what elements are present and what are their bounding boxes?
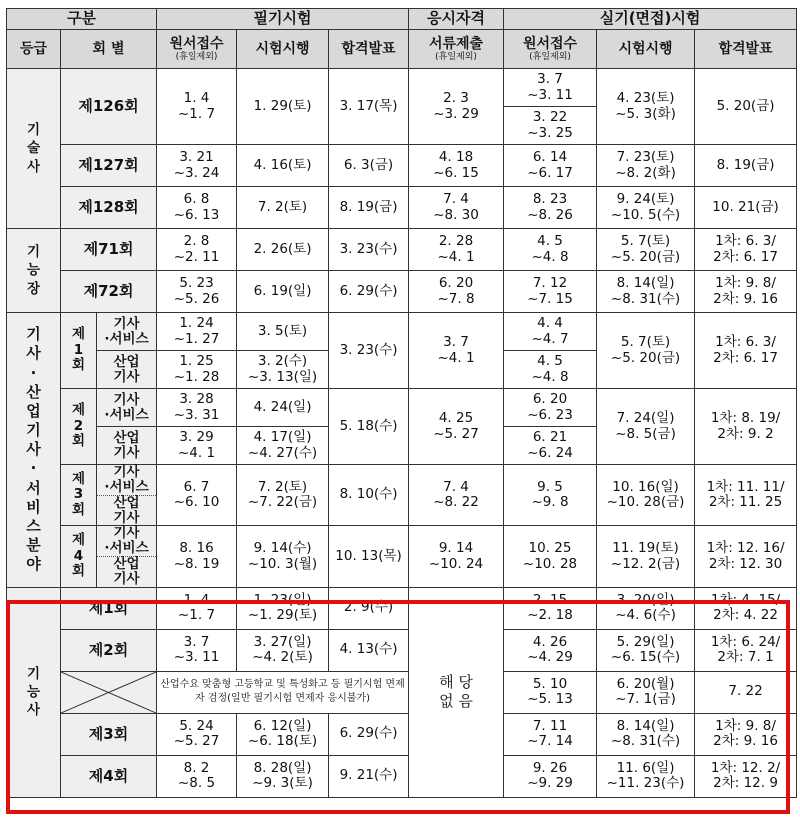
cross-mark-icon	[61, 672, 156, 713]
cell: 4. 25 ~5. 27	[409, 389, 504, 465]
cell: 3. 23(수)	[329, 229, 409, 271]
cell: 9. 5 ~9. 8	[504, 465, 597, 526]
round-label: 제 2 회	[61, 389, 97, 465]
cell: 2. 26(토)	[237, 229, 329, 271]
cell: 6. 3(금)	[329, 145, 409, 187]
cell: 10. 21(금)	[695, 187, 797, 229]
cell: 1. 25 ~1. 28	[157, 351, 237, 389]
cell: 9. 21(수)	[329, 755, 409, 797]
cell: 6. 14 ~6. 17	[504, 145, 597, 187]
cell: 8. 23 ~8. 26	[504, 187, 597, 229]
cell: 7. 12 ~7. 15	[504, 271, 597, 313]
group-label: 기 능 사	[7, 587, 61, 797]
cell: 8. 19(금)	[695, 145, 797, 187]
cell: 7. 24(일) ~8. 5(금)	[597, 389, 695, 465]
cell: 3. 5(토)	[237, 313, 329, 351]
cell: 7. 23(토) ~8. 2(화)	[597, 145, 695, 187]
round-label: 제2회	[61, 629, 157, 671]
sub-label-pair: 기사 ·서비스 산업 기사	[97, 526, 157, 587]
cell: 1. 4 ~1. 7	[157, 69, 237, 145]
cell: 1. 29(토)	[237, 69, 329, 145]
cell: 6. 29(수)	[329, 271, 409, 313]
header-round: 회 별	[61, 30, 157, 69]
cell: 7. 2(토)	[237, 187, 329, 229]
cell: 1차: 6. 3/ 2차: 6. 17	[695, 313, 797, 389]
cell: 1. 24 ~1. 27	[157, 313, 237, 351]
cell: 1. 23(일) ~1. 29(토)	[237, 587, 329, 629]
cell: 5. 24 ~5. 27	[157, 713, 237, 755]
cell: 4. 13(수)	[329, 629, 409, 671]
cell: 3. 2(수) ~3. 13(일)	[237, 351, 329, 389]
group-label: 기 사 · 산 업 기 사 · 서 비 스 분 야	[7, 313, 61, 588]
round-label: 제1회	[61, 587, 157, 629]
header-written-exam: 필기시험	[157, 9, 409, 30]
not-applicable: 해 당 없 음	[409, 587, 504, 797]
cell: 3. 28 ~3. 31	[157, 389, 237, 427]
cell: 5. 18(수)	[329, 389, 409, 465]
cell: 11. 19(토) ~12. 2(금)	[597, 526, 695, 587]
header-gubun: 구분	[7, 9, 157, 30]
sub-label: 기사 ·서비스	[97, 389, 157, 427]
cell: 1차: 8. 19/ 2차: 9. 2	[695, 389, 797, 465]
header-written-result: 합격발표	[329, 30, 409, 69]
cell: 3. 23(수)	[329, 313, 409, 389]
header-qualification: 응시자격	[409, 9, 504, 30]
round-label: 제128회	[61, 187, 157, 229]
round-label: 제3회	[61, 713, 157, 755]
cell: 8. 2 ~8. 5	[157, 755, 237, 797]
cell: 5. 29(일) ~6. 15(수)	[597, 629, 695, 671]
group-label: 기 술 사	[7, 69, 61, 229]
cell: 7. 4 ~8. 30	[409, 187, 504, 229]
cell: 1차: 9. 8/ 2차: 9. 16	[695, 713, 797, 755]
cell: 4. 26 ~4. 29	[504, 629, 597, 671]
cell: 8. 14(일) ~8. 31(수)	[597, 713, 695, 755]
cell: 5. 20(금)	[695, 69, 797, 145]
cell: 7. 22	[695, 671, 797, 713]
cell: 8. 28(일) ~9. 3(토)	[237, 755, 329, 797]
cell: 4. 18 ~6. 15	[409, 145, 504, 187]
crossed-out-cell	[61, 671, 157, 713]
cell: 4. 4 ~4. 7	[504, 313, 597, 351]
cell: 6. 12(일) ~6. 18(토)	[237, 713, 329, 755]
cell: 3. 29 ~4. 1	[157, 427, 237, 465]
round-label: 제127회	[61, 145, 157, 187]
sub-label: 산업 기사	[97, 427, 157, 465]
round-label: 제 1 회	[61, 313, 97, 389]
cell: 2. 8 ~2. 11	[157, 229, 237, 271]
exam-schedule-table	[6, 8, 797, 798]
cell: 7. 11 ~7. 14	[504, 713, 597, 755]
sub-label: 산업 기사	[97, 351, 157, 389]
cell: 3. 7 ~3. 11	[157, 629, 237, 671]
cell: 3. 20(일) ~4. 6(수)	[597, 587, 695, 629]
cell: 11. 6(일) ~11. 23(수)	[597, 755, 695, 797]
header-written-apply: 원서접수 (휴일제외)	[157, 30, 237, 69]
cell: 5. 7(토) ~5. 20(금)	[597, 313, 695, 389]
cell: 6. 7 ~6. 10	[157, 465, 237, 526]
sub-label-pair: 기사 ·서비스 산업 기사	[97, 465, 157, 526]
cell: 3. 7 ~4. 1	[409, 313, 504, 389]
cell: 5. 23 ~5. 26	[157, 271, 237, 313]
cell: 3. 21 ~3. 24	[157, 145, 237, 187]
cell: 1차: 11. 11/ 2차: 11. 25	[695, 465, 797, 526]
cell: 9. 14(수) ~10. 3(월)	[237, 526, 329, 587]
cell: 4. 24(일)	[237, 389, 329, 427]
cell: 9. 24(토) ~10. 5(수)	[597, 187, 695, 229]
header-practical-exam-date: 시험시행	[597, 30, 695, 69]
cell: 10. 25 ~10. 28	[504, 526, 597, 587]
header-written-exam-date: 시험시행	[237, 30, 329, 69]
cell: 6. 29(수)	[329, 713, 409, 755]
round-label: 제 3 회	[61, 465, 97, 526]
cell: 4. 23(토) ~5. 3(화)	[597, 69, 695, 145]
header-practical-apply: 원서접수 (휴일제외)	[504, 30, 597, 69]
cell: 2. 28 ~4. 1	[409, 229, 504, 271]
cell: 4. 5 ~4. 8	[504, 351, 597, 389]
cell: 3. 22 ~3. 25	[504, 107, 597, 145]
cell: 1차: 9. 8/ 2차: 9. 16	[695, 271, 797, 313]
cell: 1차: 12. 16/ 2차: 12. 30	[695, 526, 797, 587]
round-label: 제71회	[61, 229, 157, 271]
cell: 6. 20 ~6. 23	[504, 389, 597, 427]
cell: 1차: 6. 24/ 2차: 7. 1	[695, 629, 797, 671]
cell: 2. 3 ~3. 29	[409, 69, 504, 145]
cell: 1차: 6. 3/ 2차: 6. 17	[695, 229, 797, 271]
cell: 5. 7(토) ~5. 20(금)	[597, 229, 695, 271]
cell: 4. 16(토)	[237, 145, 329, 187]
header-docs: 서류제출 (휴일제외)	[409, 30, 504, 69]
cell: 6. 21 ~6. 24	[504, 427, 597, 465]
cell: 1차: 12. 2/ 2차: 12. 9	[695, 755, 797, 797]
round-label: 제 4 회	[61, 526, 97, 587]
cell: 6. 20 ~7. 8	[409, 271, 504, 313]
header-grade: 등급	[7, 30, 61, 69]
cell: 9. 26 ~9. 29	[504, 755, 597, 797]
cell: 2. 15 ~2. 18	[504, 587, 597, 629]
cell: 2. 9(수)	[329, 587, 409, 629]
cell: 7. 2(토) ~7. 22(금)	[237, 465, 329, 526]
cell: 6. 20(월) ~7. 1(금)	[597, 671, 695, 713]
cell: 4. 17(일) ~4. 27(수)	[237, 427, 329, 465]
cell: 3. 27(일) ~4. 2(토)	[237, 629, 329, 671]
cell: 10. 16(일) ~10. 28(금)	[597, 465, 695, 526]
cell: 6. 19(일)	[237, 271, 329, 313]
round-label: 제126회	[61, 69, 157, 145]
cell: 3. 17(목)	[329, 69, 409, 145]
cell: 5. 10 ~5. 13	[504, 671, 597, 713]
cell: 4. 5 ~4. 8	[504, 229, 597, 271]
cell: 9. 14 ~10. 24	[409, 526, 504, 587]
cell: 1차: 4. 15/ 2차: 4. 22	[695, 587, 797, 629]
cell: 7. 4 ~8. 22	[409, 465, 504, 526]
header-practical-exam: 실기(면접)시험	[504, 9, 797, 30]
cell: 3. 7 ~3. 11	[504, 69, 597, 107]
sub-label: 기사 ·서비스	[97, 313, 157, 351]
exemption-note: 산업수요 맞춤형 고등학교 및 특성화고 등 필기시험 면제자 검정(일반 필기시험 면제자 응시불가)	[157, 671, 409, 713]
cell: 8. 19(금)	[329, 187, 409, 229]
cell: 10. 13(목)	[329, 526, 409, 587]
header-practical-result: 합격발표	[695, 30, 797, 69]
cell: 1. 4 ~1. 7	[157, 587, 237, 629]
round-label: 제4회	[61, 755, 157, 797]
cell: 8. 14(일) ~8. 31(수)	[597, 271, 695, 313]
cell: 8. 16 ~8. 19	[157, 526, 237, 587]
group-label: 기 능 장	[7, 229, 61, 313]
cell: 6. 8 ~6. 13	[157, 187, 237, 229]
cell: 8. 10(수)	[329, 465, 409, 526]
round-label: 제72회	[61, 271, 157, 313]
